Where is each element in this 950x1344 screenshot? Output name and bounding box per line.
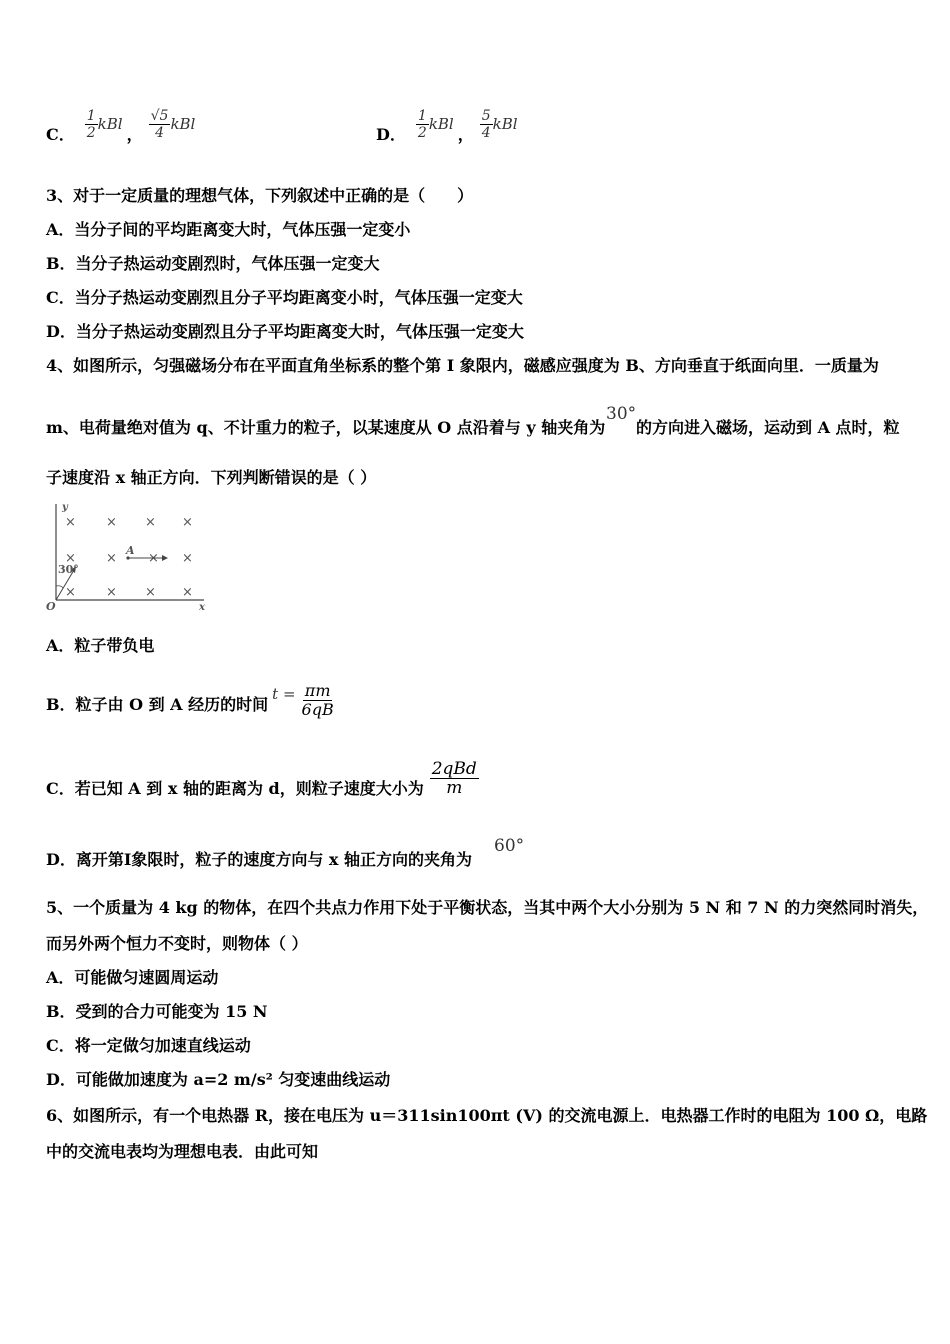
q2-option-d-label: D． xyxy=(376,125,406,144)
angle-30-label: 30° xyxy=(58,563,79,576)
q4-option-a: A．粒子带负电 xyxy=(46,636,155,655)
q2-option-d-frac2: $\frac{5}{4}$ xyxy=(481,107,491,141)
q4-stem-line3: 子速度沿 x 轴正方向．下列判断错误的是（ ） xyxy=(46,468,377,487)
q2-option-c-label: C． xyxy=(46,125,75,144)
q3-option-b: B．当分子热运动变剧烈时，气体压强一定变大 xyxy=(46,254,380,273)
q3-option-d: D．当分子热运动变剧烈且分子平均距离变大时，气体压强一定变大 xyxy=(46,322,524,341)
velocity-arrowhead xyxy=(162,555,168,561)
q5-option-d: D．可能做加速度为 a=2 m/s² 匀变速曲线运动 xyxy=(46,1070,391,1089)
q6-stem-line2: 中的交流电表均为理想电表．由此可知 xyxy=(46,1142,319,1161)
field-cross: × xyxy=(106,585,117,600)
field-cross: × xyxy=(182,585,193,600)
field-cross: × xyxy=(65,515,76,530)
magnetic-field-diagram xyxy=(44,500,214,615)
q4-stem-line1: 4、如图所示，匀强磁场分布在平面直角坐标系的整个第 I 象限内，磁感应强度为 B、方向垂直于纸面向里．一质量为 xyxy=(46,356,879,375)
q2-option-c: C． $\frac{1}{2}$ kBl ， $\frac{√5}{4}$ kBl xyxy=(46,107,196,144)
field-cross: × xyxy=(182,515,193,530)
q3-option-c: C．当分子热运动变剧烈且分子平均距离变小时，气体压强一定变大 xyxy=(46,288,523,307)
q4-stem-line2b: 的方向进入磁场，运动到 A 点时，粒 xyxy=(636,418,900,437)
field-cross: × xyxy=(182,551,193,566)
x-axis-label: x xyxy=(199,602,205,613)
q4-option-c-fraction: $\frac{\text{2qBd}}{m}$ xyxy=(431,758,477,798)
field-cross: × xyxy=(106,515,117,530)
field-cross: × xyxy=(65,551,76,566)
q4-angle-60: 60° xyxy=(494,836,525,856)
q4-angle-30: 30° xyxy=(606,404,637,424)
q2-option-d: D． $\frac{1}{2}$ kBl ， $\frac{5}{4}$ kBl xyxy=(376,107,518,144)
q5-option-c: C．将一定做匀加速直线运动 xyxy=(46,1036,251,1055)
angle-arc xyxy=(56,586,63,588)
q5-option-b: B．受到的合力可能变为 15 N xyxy=(46,1002,268,1021)
q5-stem-line2: 而另外两个恒力不变时，则物体（ ） xyxy=(46,934,308,953)
q2-option-d-frac1: $\frac{1}{2}$ xyxy=(417,107,427,141)
q4-option-c: C．若已知 A 到 x 轴的距离为 d，则粒子速度大小为 $\frac{\text{2qBd}}{m}$ xyxy=(46,758,477,798)
field-cross: × xyxy=(65,585,76,600)
q4-option-d: D．离开第Ⅰ象限时，粒子的速度方向与 x 轴正方向的夹角为 xyxy=(46,850,473,869)
q4-stem-line2a: m、电荷量绝对值为 q、不计重力的粒子，以某速度从 O 点沿着与 y 轴夹角为 xyxy=(46,418,606,437)
y-axis-label: y xyxy=(62,502,68,513)
q3-stem: 3、对于一定质量的理想气体，下列叙述中正确的是（ ） xyxy=(46,186,474,205)
field-cross: × xyxy=(145,585,156,600)
point-a-label: A xyxy=(126,544,135,557)
q2-option-c-frac1: $\frac{1}{2}$ xyxy=(86,107,96,141)
q4-option-b: B．粒子由 O 到 A 经历的时间 t = $\frac{\pi m}{6qB}$ xyxy=(46,680,334,719)
q3-option-a: A．当分子间的平均距离变大时，气体压强一定变小 xyxy=(46,220,411,239)
q5-stem-line1: 5、一个质量为 4 kg 的物体，在四个共点力作用下处于平衡状态，当其中两个大小分别为 5 N 和 7 N 的力突然同时消失， xyxy=(46,898,929,917)
origin-label: O xyxy=(46,600,56,613)
q4-option-b-t: t = xyxy=(272,685,296,703)
q6-stem-line1: 6、如图所示，有一个电热器 R，接在电压为 u＝311sin100πt (V) 的交流电源上．电热器工作时的电阻为 100 Ω，电路 xyxy=(46,1106,928,1125)
q5-option-a: A．可能做匀速圆周运动 xyxy=(46,968,219,987)
field-cross: × xyxy=(145,515,156,530)
field-cross: × xyxy=(106,551,117,566)
q4-option-b-fraction: $\frac{\pi m}{6qB}$ xyxy=(301,680,334,719)
q2-option-c-frac2: $\frac{√5}{4}$ xyxy=(150,107,169,141)
field-cross: × xyxy=(148,551,159,566)
